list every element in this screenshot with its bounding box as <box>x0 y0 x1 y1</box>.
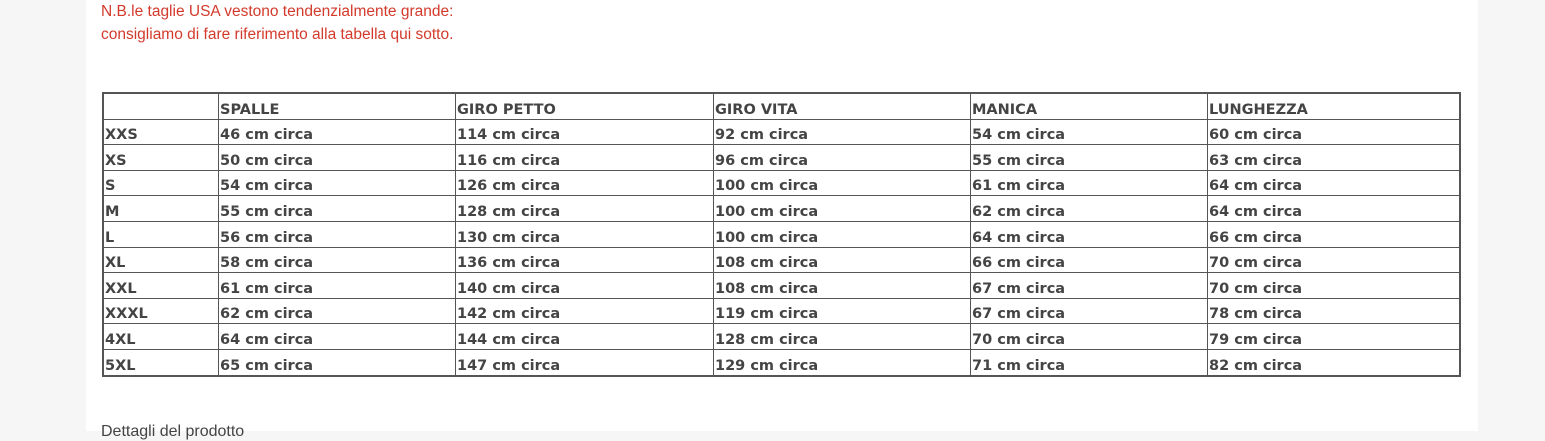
measurement-cell: 67 cm circa <box>971 298 1208 324</box>
measurement-cell: 62 cm circa <box>219 298 456 324</box>
measurement-cell: 100 cm circa <box>714 221 971 247</box>
size-label-cell: 5XL <box>103 349 219 375</box>
size-label-cell: XL <box>103 247 219 273</box>
measurement-cell: 50 cm circa <box>219 145 456 171</box>
measurement-cell: 64 cm circa <box>219 324 456 350</box>
measurement-cell: 136 cm circa <box>456 247 714 273</box>
measurement-cell: 144 cm circa <box>456 324 714 350</box>
size-note <box>101 0 453 46</box>
measurement-cell: 128 cm circa <box>456 196 714 222</box>
column-header <box>103 93 219 119</box>
size-label-cell: XXXL <box>103 298 219 324</box>
measurement-cell: 66 cm circa <box>971 247 1208 273</box>
column-header: GIRO VITA <box>714 93 971 119</box>
measurement-cell: 70 cm circa <box>971 324 1208 350</box>
measurement-cell: 142 cm circa <box>456 298 714 324</box>
measurement-cell: 129 cm circa <box>714 349 971 375</box>
measurement-cell: 71 cm circa <box>971 349 1208 375</box>
column-header: SPALLE <box>219 93 456 119</box>
measurement-cell: 66 cm circa <box>1208 221 1461 247</box>
table-row <box>103 170 1460 196</box>
measurement-cell: 128 cm circa <box>714 324 971 350</box>
size-note-line-2: consigliamo di fare riferimento alla tabella qui sotto. <box>101 26 454 43</box>
measurement-cell: 92 cm circa <box>714 119 971 145</box>
table-row <box>103 273 1460 299</box>
table-row <box>103 247 1460 273</box>
table-row <box>103 145 1460 171</box>
measurement-cell: 62 cm circa <box>971 196 1208 222</box>
table-row <box>103 196 1460 222</box>
measurement-cell: 82 cm circa <box>1208 349 1461 375</box>
size-label-cell: M <box>103 196 219 222</box>
size-label-cell: XS <box>103 145 219 171</box>
table-row <box>103 349 1460 375</box>
measurement-cell: 126 cm circa <box>456 170 714 196</box>
measurement-cell: 58 cm circa <box>219 247 456 273</box>
measurement-cell: 114 cm circa <box>456 119 714 145</box>
product-details-heading: Dettagli del prodotto <box>101 423 245 440</box>
table-row <box>103 221 1460 247</box>
table-row <box>103 324 1460 350</box>
measurement-cell: 61 cm circa <box>971 170 1208 196</box>
size-chart-table <box>102 92 1461 377</box>
size-label-cell: XXS <box>103 119 219 145</box>
measurement-cell: 108 cm circa <box>714 247 971 273</box>
size-label-cell: S <box>103 170 219 196</box>
measurement-cell: 64 cm circa <box>971 221 1208 247</box>
size-label-cell: 4XL <box>103 324 219 350</box>
size-label-cell: XXL <box>103 273 219 299</box>
size-label-cell: L <box>103 221 219 247</box>
measurement-cell: 79 cm circa <box>1208 324 1461 350</box>
measurement-cell: 64 cm circa <box>1208 170 1461 196</box>
table-row <box>103 298 1460 324</box>
measurement-cell: 55 cm circa <box>219 196 456 222</box>
measurement-cell: 54 cm circa <box>971 119 1208 145</box>
table-header-row <box>103 93 1460 119</box>
measurement-cell: 70 cm circa <box>1208 247 1461 273</box>
measurement-cell: 78 cm circa <box>1208 298 1461 324</box>
measurement-cell: 56 cm circa <box>219 221 456 247</box>
measurement-cell: 67 cm circa <box>971 273 1208 299</box>
measurement-cell: 64 cm circa <box>1208 196 1461 222</box>
measurement-cell: 70 cm circa <box>1208 273 1461 299</box>
measurement-cell: 60 cm circa <box>1208 119 1461 145</box>
measurement-cell: 130 cm circa <box>456 221 714 247</box>
measurement-cell: 55 cm circa <box>971 145 1208 171</box>
measurement-cell: 116 cm circa <box>456 145 714 171</box>
measurement-cell: 46 cm circa <box>219 119 456 145</box>
table-row <box>103 119 1460 145</box>
size-note-line-1: N.B.le taglie USA vestono tendenzialmente grande: <box>101 3 454 20</box>
measurement-cell: 65 cm circa <box>219 349 456 375</box>
measurement-cell: 54 cm circa <box>219 170 456 196</box>
measurement-cell: 100 cm circa <box>714 196 971 222</box>
measurement-cell: 108 cm circa <box>714 273 971 299</box>
measurement-cell: 119 cm circa <box>714 298 971 324</box>
measurement-cell: 147 cm circa <box>456 349 714 375</box>
measurement-cell: 100 cm circa <box>714 170 971 196</box>
measurement-cell: 96 cm circa <box>714 145 971 171</box>
measurement-cell: 63 cm circa <box>1208 145 1461 171</box>
column-header: GIRO PETTO <box>456 93 714 119</box>
measurement-cell: 61 cm circa <box>219 273 456 299</box>
column-header: MANICA <box>971 93 1208 119</box>
measurement-cell: 140 cm circa <box>456 273 714 299</box>
column-header: LUNGHEZZA <box>1208 93 1461 119</box>
